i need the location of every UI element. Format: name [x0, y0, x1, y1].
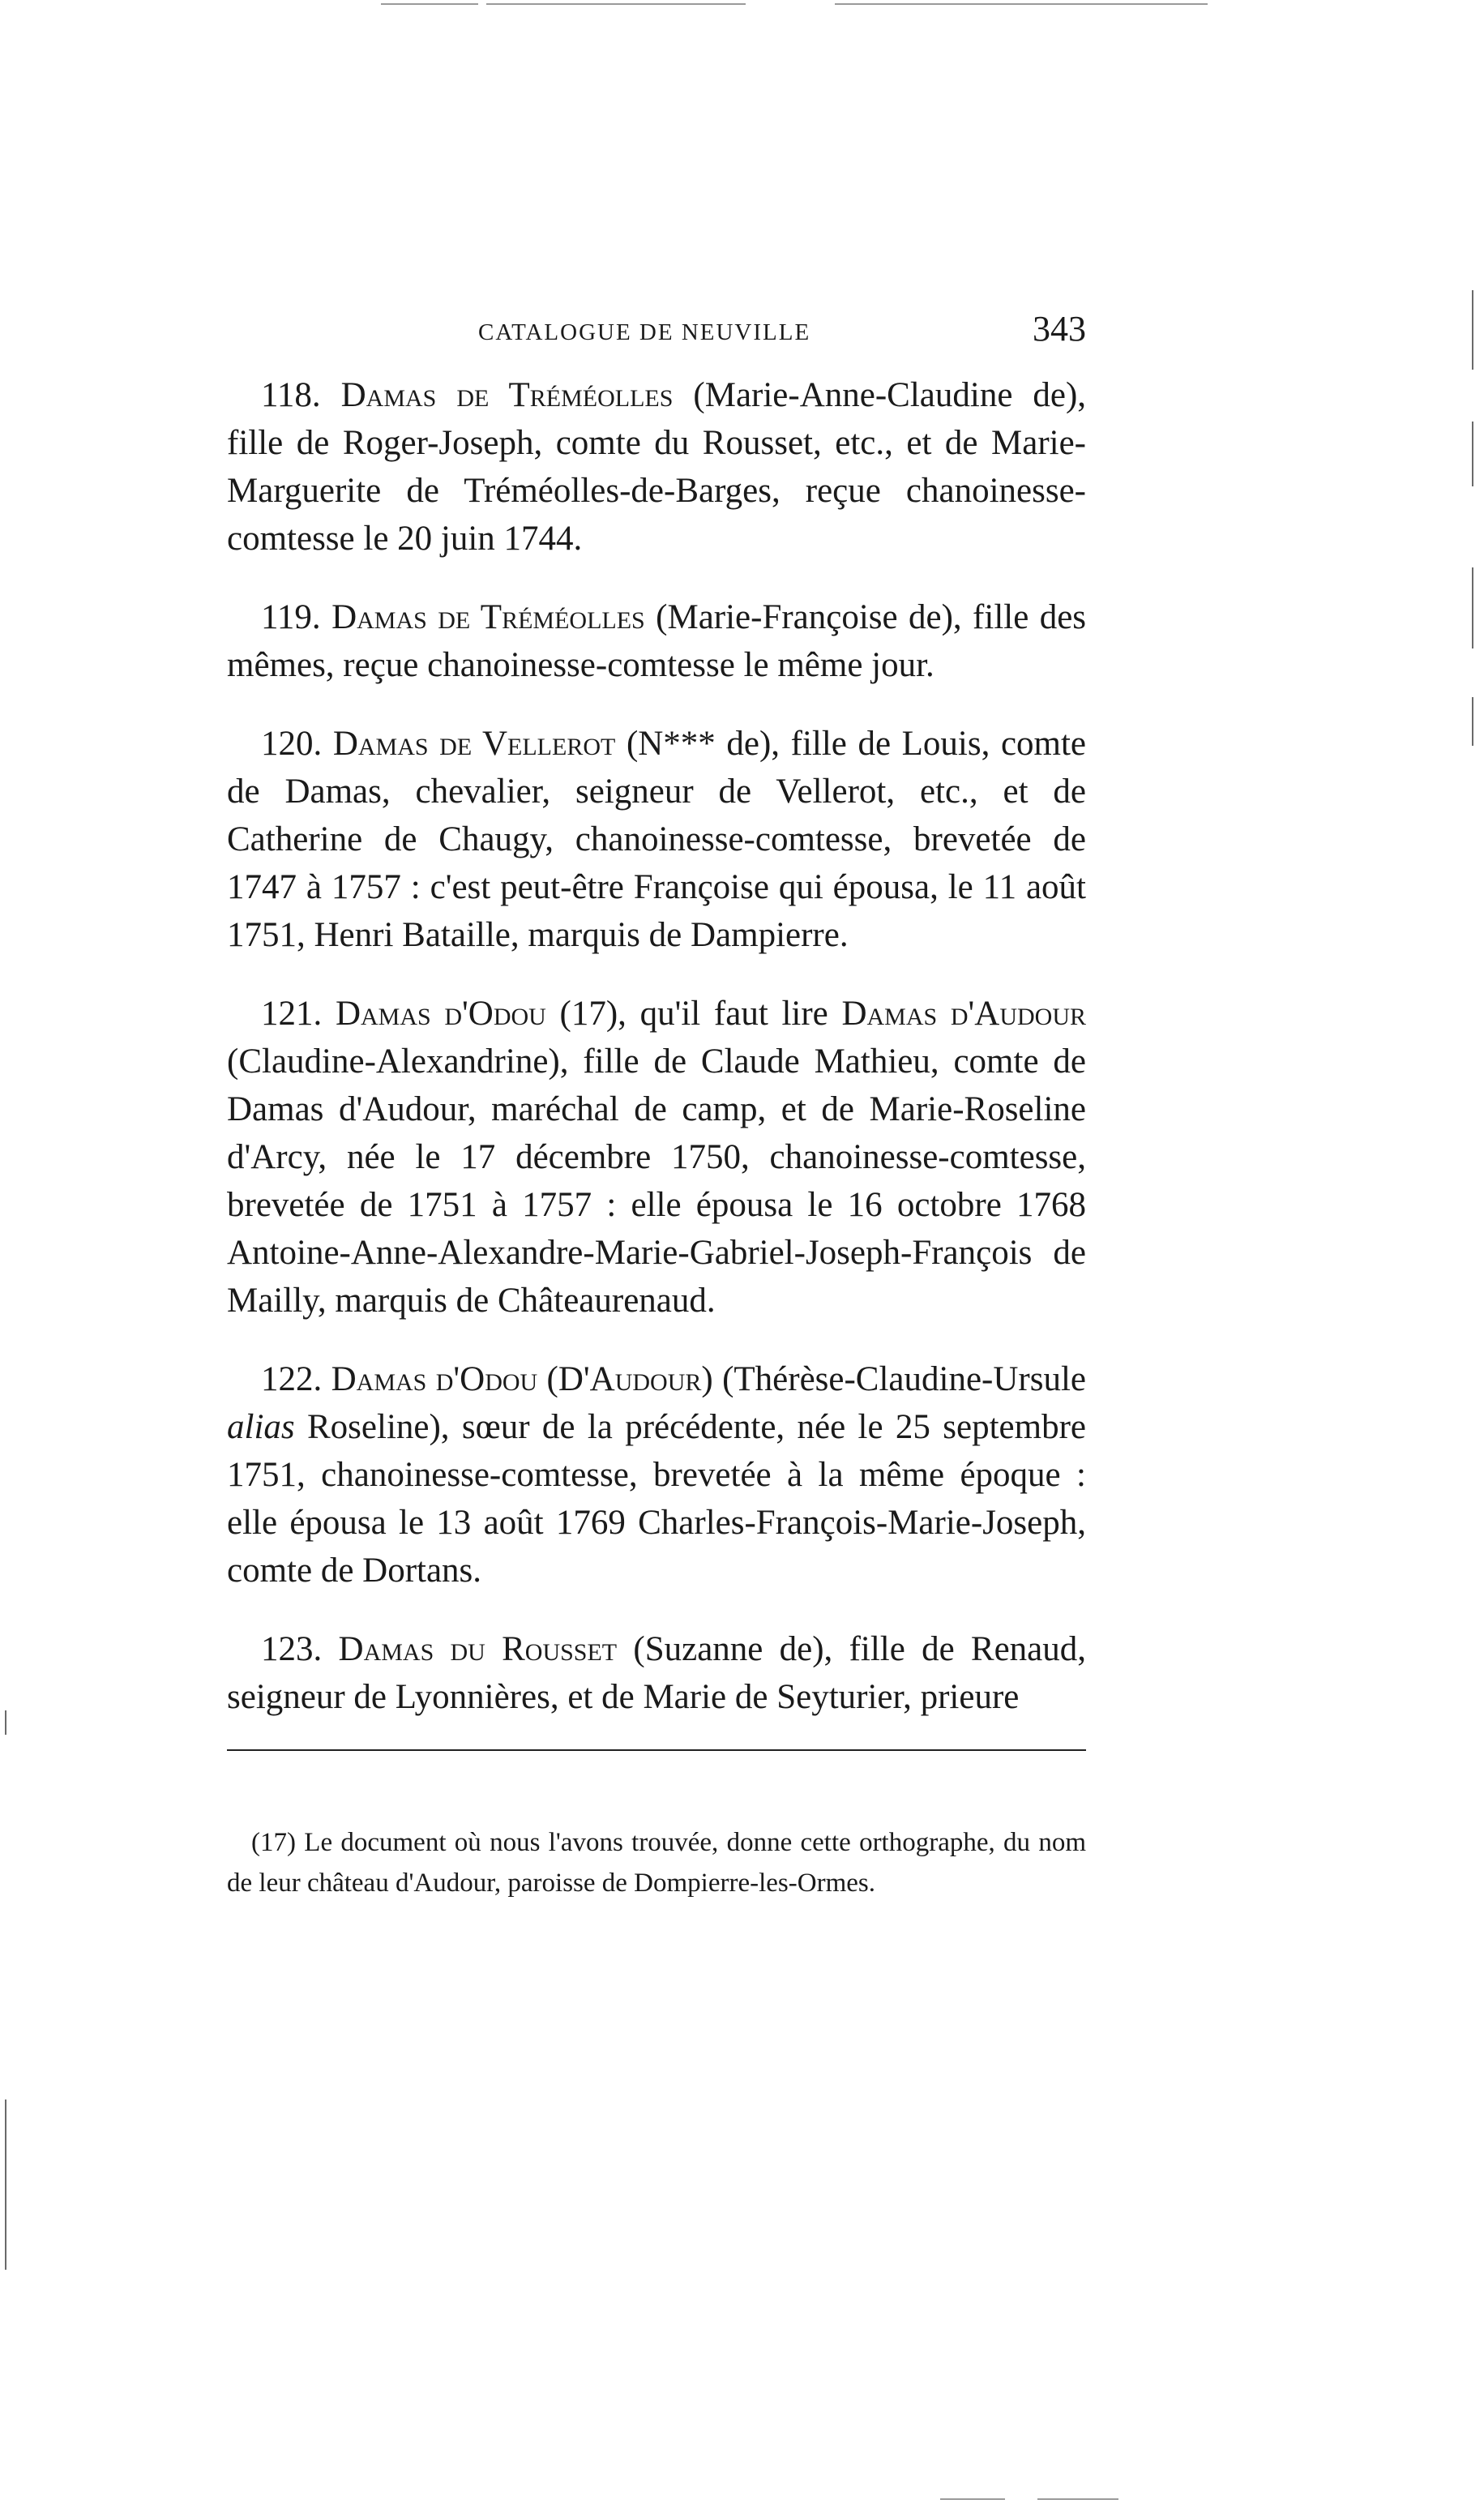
entry-italic: alias	[227, 1408, 295, 1446]
entry-number: 118.	[261, 376, 321, 414]
entry-number: 120.	[261, 725, 323, 763]
entry-name: Damas d'Odou	[335, 995, 546, 1033]
scan-edge-line	[486, 3, 746, 5]
scan-margin-mark	[1472, 697, 1473, 746]
footnote	[227, 1822, 1086, 1903]
running-title: CATALOGUE DE NEUVILLE	[478, 319, 811, 345]
entry-text: (Marie-Anne-Claudine de), fille de Roger-Joseph, comte du Rousset, etc., et de Marie-Marguerite de Tréméolles-de-Barges, reçue chanoinesse-comtesse le 20 juin 1744.	[227, 376, 1087, 558]
scan-margin-mark	[1472, 422, 1473, 486]
running-header	[227, 308, 1086, 357]
entry-name: Damas du Rousset	[338, 1630, 618, 1668]
entry-text: (N*** de), fille de Louis, comte de Damas, chevalier, seigneur de Vellerot, etc., et de Catherine de Chaugy, chanoinesse-comtesse, brevetée de 1747 à 1757 : c'est peut-être Françoise qui épousa, le 11 août 1751, Henri Bataille, marquis de Dampierre.	[227, 725, 1087, 954]
entry-text: (Claudine-Alexandrine), fille de Claude Mathieu, comte de Damas d'Audour, maréchal de camp, et de Marie-Roseline d'Arcy, née le 17 décembre 1750, chanoinesse-comtesse, brevetée de 1751 à 1757 : elle épousa le 16 octobre 1768 Antoine-Anne-Alexandre-Marie-Gabriel-Joseph-François de Mailly, marquis de Châteaurenaud.	[227, 1042, 1086, 1320]
scan-edge-line	[1037, 2498, 1118, 2500]
scan-margin-mark	[5, 2100, 6, 2270]
entry-name: Damas de Tréméolles	[331, 598, 645, 636]
entry-text: (Thérèse-Claudine-Ursule	[722, 1360, 1087, 1398]
entry-number: 119.	[261, 598, 321, 636]
entry-number: 123.	[261, 1630, 323, 1668]
footnote-divider	[227, 1749, 1086, 1751]
scan-margin-mark	[1472, 290, 1473, 370]
footnote-number: (17)	[251, 1828, 296, 1857]
entry-text: (Marie-Françoise de), fille des mêmes, reçue chanoinesse-comtesse le même jour.	[227, 598, 1087, 684]
entry-118	[227, 371, 1086, 563]
scan-margin-mark	[1472, 567, 1473, 648]
entry-number: 122.	[261, 1360, 323, 1398]
catalogue-entries	[227, 371, 1086, 1752]
entry-text: (17), qu'il faut lire	[559, 995, 828, 1033]
entry-122	[227, 1355, 1086, 1594]
entry-119	[227, 593, 1086, 689]
page-number: 343	[1033, 309, 1086, 349]
scan-edge-line	[940, 2498, 1005, 2500]
entry-121	[227, 990, 1086, 1325]
entry-text: (Suzanne de), fille de Renaud, seigneur de Lyonnières, et de Marie de Seyturier, prieure	[227, 1630, 1087, 1716]
entry-number: 121.	[261, 995, 323, 1033]
entry-name: Damas d'Odou (D'Audour)	[331, 1360, 713, 1398]
entry-name-correction: Damas d'Audour	[841, 995, 1086, 1033]
entry-name: Damas de Vellerot	[332, 725, 616, 763]
scan-edge-line	[381, 3, 478, 5]
footnote-text: Le document où nous l'avons trouvée, donne cette orthographe, du nom de leur château d'Audour, paroisse de Dompierre-les-Ormes.	[227, 1828, 1087, 1898]
scan-margin-mark	[5, 1710, 6, 1735]
entry-123	[227, 1625, 1086, 1721]
scan-edge-line	[835, 3, 1208, 5]
entry-text: Roseline), sœur de la précédente, née le 25 septembre 1751, chanoinesse-comtesse, brevetée à la même époque : elle épousa le 13 août 1769 Charles-François-Marie-Joseph, comte de Dortans.	[227, 1408, 1086, 1590]
entry-120	[227, 720, 1086, 959]
entry-name: Damas de Tréméolles	[340, 376, 674, 414]
